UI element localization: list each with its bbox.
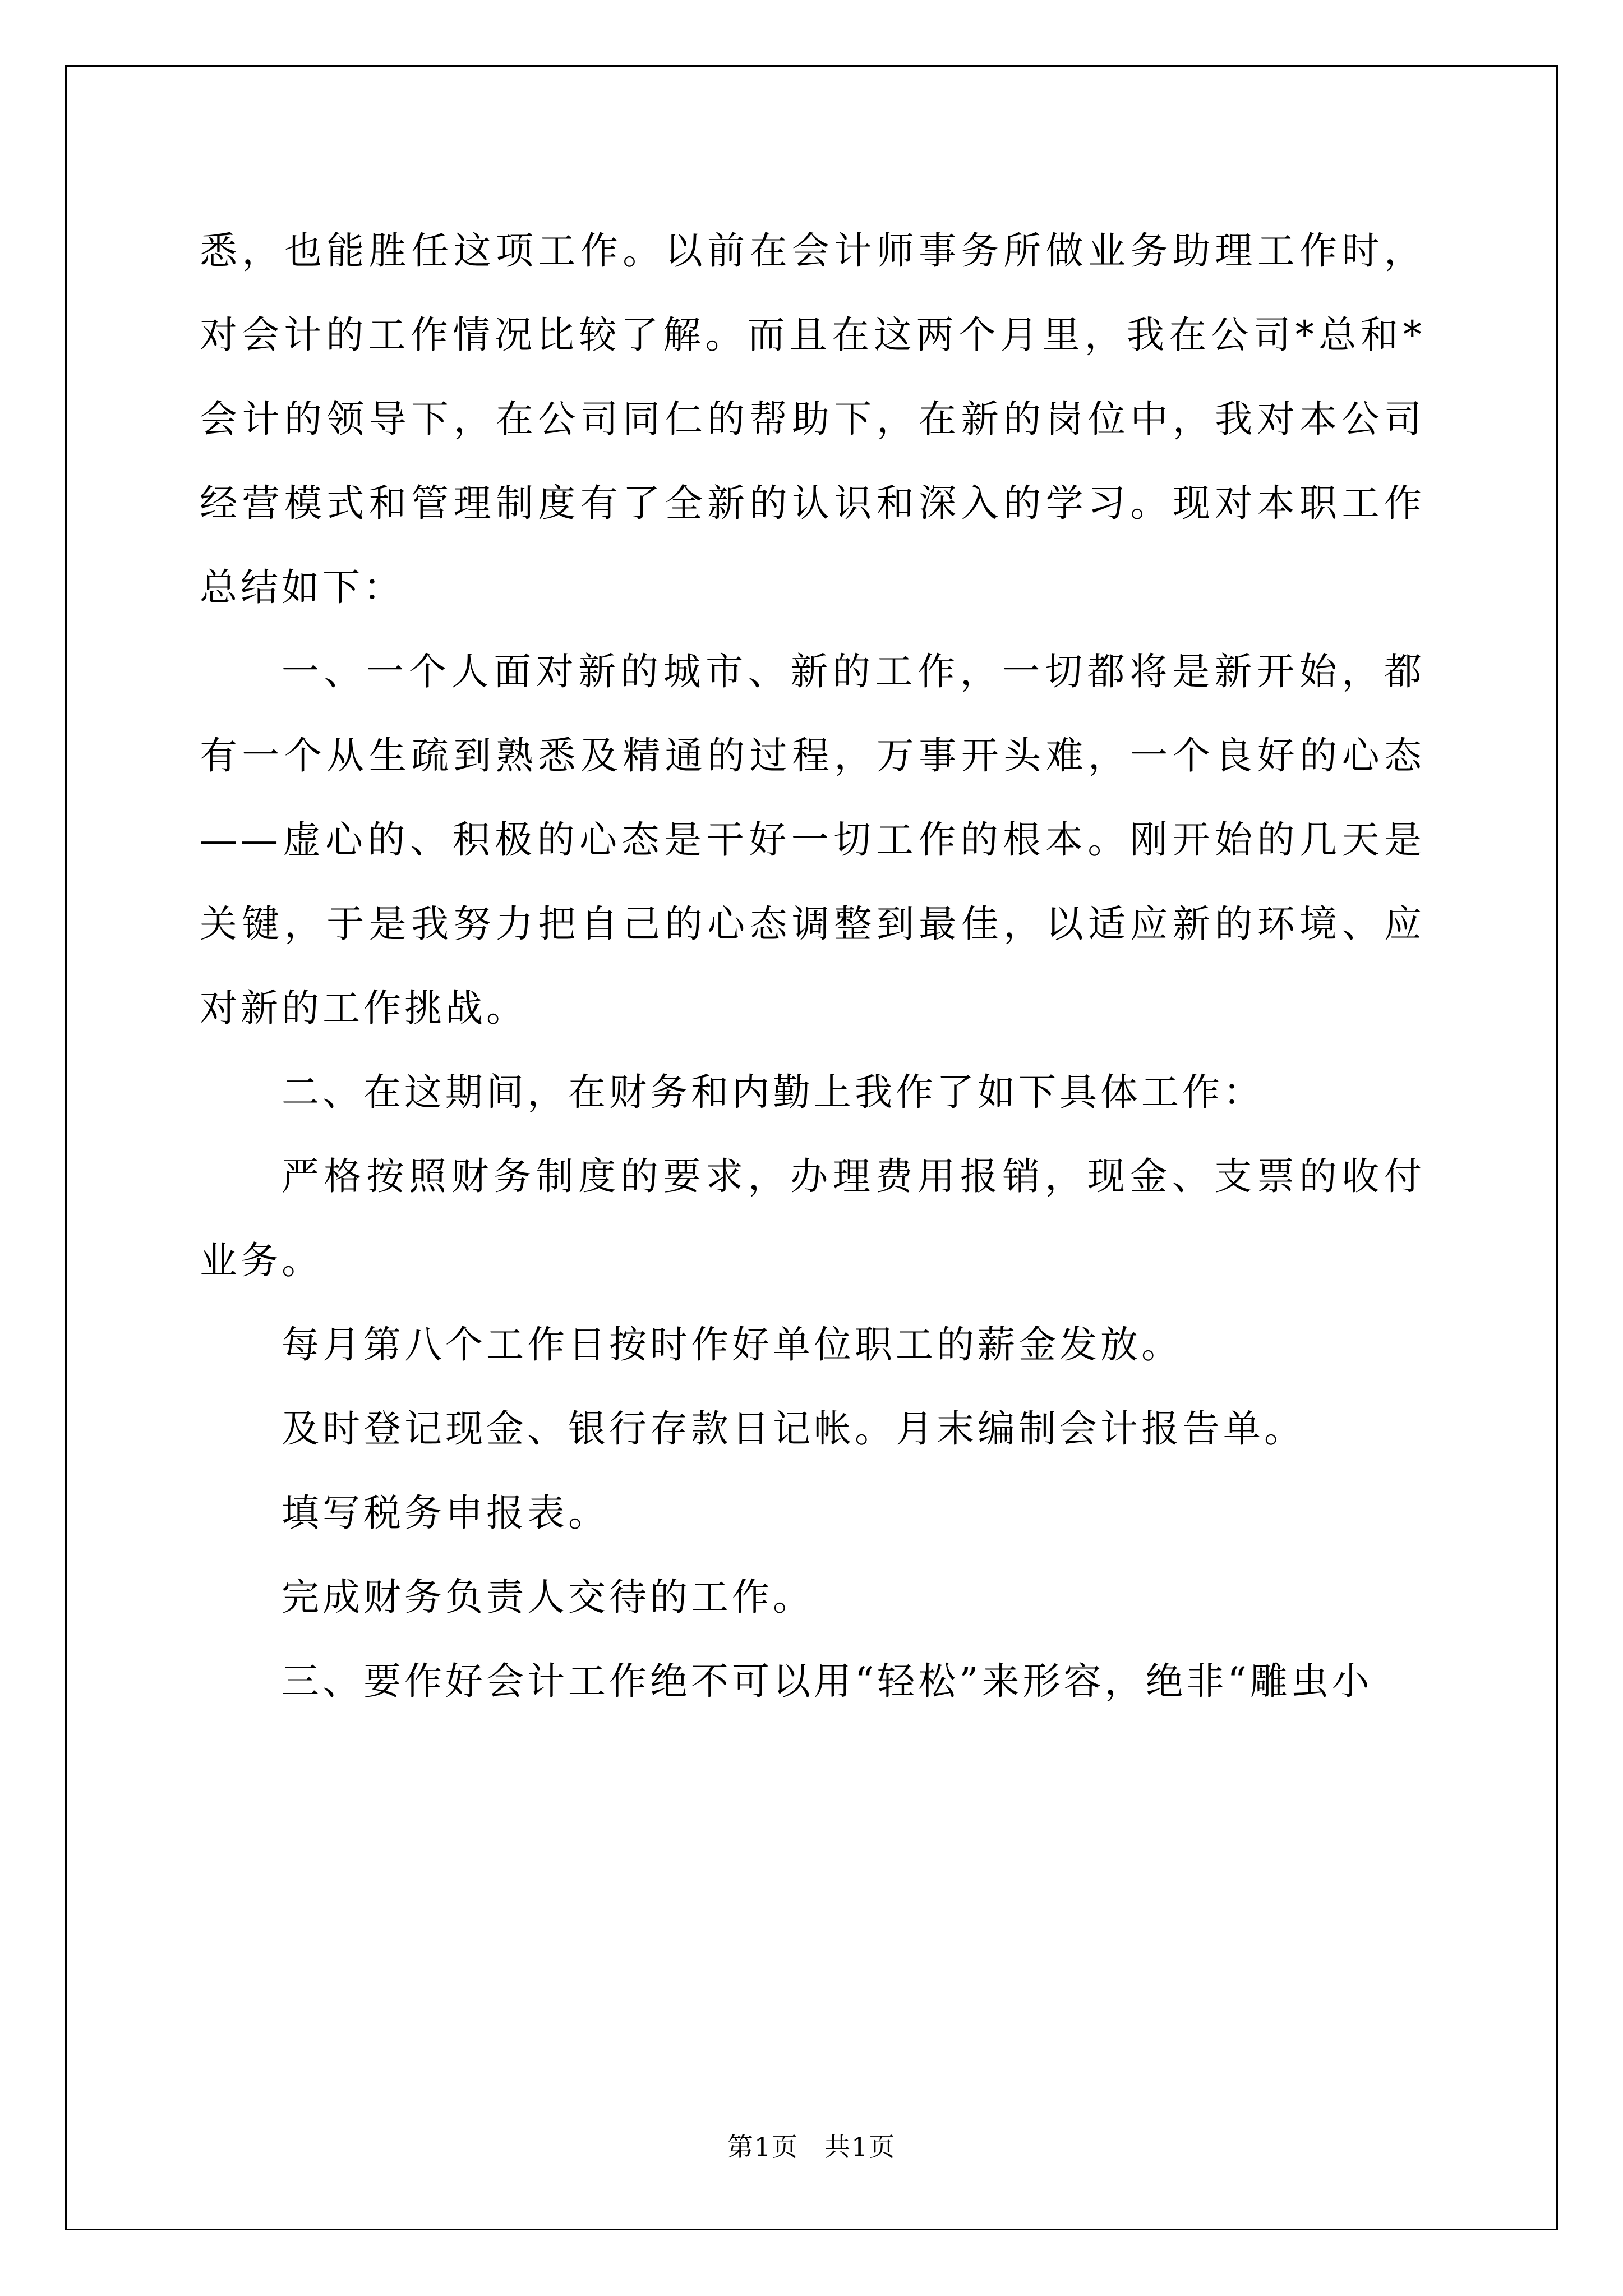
paragraph-5: 每月第八个工作日按时作好单位职工的薪金发放。 [282,1323,1182,1366]
paragraph-4: 严格按照财务制度的要求，办理费用报销，现金、支票的收付业务。 [200,1154,1425,1282]
document-body [200,209,1425,1723]
paragraph-7: 填写税务申报表。 [282,1491,609,1535]
paragraph-3: 二、在这期间，在财务和内勤上我作了如下具体工作： [282,1070,1264,1114]
paragraph-9: 三、要作好会计工作绝不可以用“轻松”来形容，绝非“雕虫小 [282,1659,1373,1703]
paragraph-2: 一、一个人面对新的城市、新的工作，一切都将是新开始，都有一个从生疏到熟悉及精通的过程，万事开头难，一个良好的心态——虚心的、积极的心态是干好一切工作的根本。刚开始的几天是关键，于是我努力把自己的心态调整到最佳，以适应新的环境、应对新的工作挑战。 [200,650,1425,1030]
paragraph-1: 悉，也能胜任这项工作。以前在会计师事务所做业务助理工作时，对会计的工作情况比较了解。而且在这两个月里，我在公司*总和*会计的领导下，在公司同仁的帮助下，在新的岗位中，我对本公司经营模式和管理制度有了全新的认识和深入的学习。现对本职工作总结如下： [200,229,1425,609]
page-number: 第1页 [727,2132,799,2162]
page-footer [0,2130,1623,2164]
page-total: 共1页 [824,2132,896,2162]
paragraph-6: 及时登记现金、银行存款日记帐。月末编制会计报告单。 [282,1407,1305,1451]
paragraph-8: 完成财务负责人交待的工作。 [282,1575,814,1619]
